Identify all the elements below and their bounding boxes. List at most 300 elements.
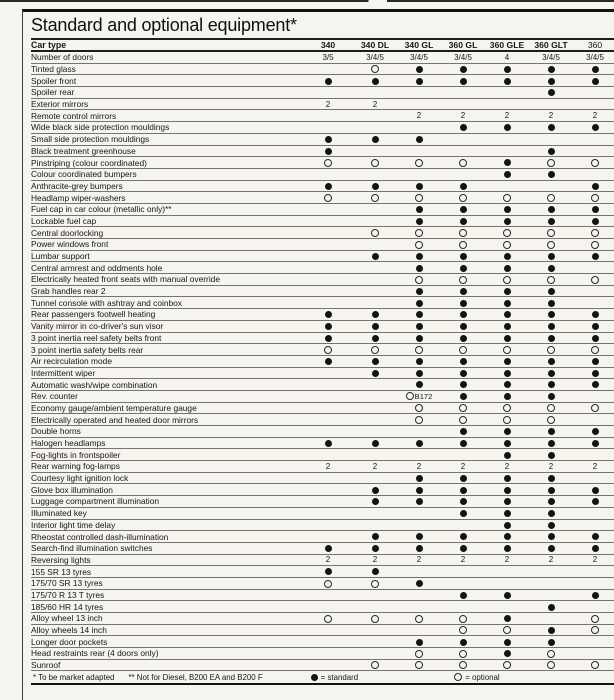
mark-cell: [353, 135, 397, 144]
standard-dot-icon: [592, 323, 599, 330]
equipment-label: Anthracite-grey bumpers: [31, 180, 123, 191]
standard-dot-icon: [504, 171, 511, 178]
footnote-market-adapted: * To be market adapted: [33, 672, 115, 682]
optional-circle-icon: [547, 404, 555, 412]
equipment-row: [31, 636, 614, 648]
equipment-row: [31, 438, 614, 450]
mark-cell: [573, 661, 614, 670]
standard-dot-icon: [504, 206, 511, 213]
optional-circle-icon: [503, 194, 511, 202]
mark-cell: [573, 123, 614, 132]
optional-circle-icon: [503, 241, 511, 249]
mark-cell: [573, 76, 614, 85]
mark-cell: [529, 146, 573, 155]
standard-dot-icon: [548, 545, 555, 552]
equipment-row: [31, 192, 614, 204]
equipment-row: [31, 52, 614, 64]
standard-dot-icon: [325, 545, 332, 552]
mark-cell: [529, 649, 573, 658]
table-header-row: [31, 38, 614, 52]
standard-dot-icon: [416, 580, 423, 587]
mark-cell: [397, 544, 441, 553]
footnote-not-for-diesel: ** Not for Diesel, B200 EA and B200 F: [128, 672, 263, 682]
standard-dot-icon: [548, 510, 555, 517]
equipment-label: Electrically heated front seats with manual override: [31, 274, 220, 285]
standard-dot-icon: [548, 358, 555, 365]
standard-dot-icon: [460, 545, 467, 552]
mark-cell: [441, 298, 485, 307]
optional-circle-icon: [406, 392, 414, 400]
equipment-label: Sunroof: [31, 660, 61, 671]
equipment-label: Interior light time delay: [31, 519, 116, 530]
mark-cell: 3/4/5: [366, 52, 384, 62]
mark-cell: [485, 450, 529, 459]
mark-cell: [573, 228, 614, 237]
legend-optional: [454, 673, 499, 682]
optional-circle-icon: [459, 404, 467, 412]
equipment-row: [31, 496, 614, 508]
equipment-label: Exterior mirrors: [31, 99, 89, 110]
standard-dot-icon: [416, 66, 423, 73]
mark-cell: [397, 614, 441, 623]
equipment-row: [31, 601, 614, 613]
mark-cell: [529, 661, 573, 670]
equipment-label: Intermittent wiper: [31, 367, 96, 378]
mark-cell: 2: [548, 111, 554, 121]
mark-cell: [397, 322, 441, 331]
mark-cell: [397, 357, 441, 366]
equipment-row: [31, 449, 614, 461]
equipment-row: [31, 484, 614, 496]
standard-dot-icon: [504, 124, 511, 131]
standard-dot-icon: [548, 66, 555, 73]
mark-cell: [441, 544, 485, 553]
mark-cell: [441, 65, 485, 74]
mark-cell: [303, 439, 353, 448]
standard-dot-icon: [416, 288, 423, 295]
equipment-row: [31, 99, 614, 111]
optional-circle-icon: [459, 661, 467, 669]
optional-circle-icon: [459, 241, 467, 249]
standard-dot-icon: [460, 381, 467, 388]
optional-circle-icon: [371, 615, 379, 623]
optional-circle-icon: [591, 404, 599, 412]
mark-cell: [573, 240, 614, 249]
mark-cell: [303, 357, 353, 366]
mark-cell: [485, 170, 529, 179]
equipment-label: Wide black side protection mouldings: [31, 122, 170, 133]
standard-dot-icon: [504, 428, 511, 435]
mark-cell: [303, 322, 353, 331]
equipment-row: [31, 309, 614, 321]
mark-cell: 2: [416, 461, 422, 471]
equipment-label: Small side protection mouldings: [31, 134, 150, 145]
optional-circle-icon: [459, 615, 467, 623]
mark-cell: [441, 252, 485, 261]
mark-cell: [529, 240, 573, 249]
mark-cell: [485, 345, 529, 354]
mark-cell: [573, 497, 614, 506]
optional-circle-icon: [547, 416, 555, 424]
mark-cell: [485, 439, 529, 448]
standard-dot-icon: [504, 650, 511, 657]
equipment-label: Tunnel console with ashtray and coinbox: [31, 297, 182, 308]
optional-circle-icon: [547, 276, 555, 284]
standard-dot-icon: [460, 475, 467, 482]
legend-optional-label: = optional: [465, 672, 500, 682]
mark-cell: [529, 252, 573, 261]
mark-cell: [485, 158, 529, 167]
mark-cell: [397, 205, 441, 214]
optional-circle-icon: [547, 650, 555, 658]
optional-circle-icon: [459, 626, 467, 634]
mark-cell: [485, 544, 529, 553]
equipment-row: [31, 660, 614, 672]
mark-cell: [441, 275, 485, 284]
standard-dot-icon: [325, 323, 332, 330]
mark-cell: [485, 590, 529, 599]
equipment-table: [22, 9, 614, 700]
mark-cell: [485, 76, 529, 85]
standard-dot-icon: [372, 78, 379, 85]
mark-cell: [485, 193, 529, 202]
equipment-row: [31, 473, 614, 485]
mark-cell: [485, 392, 529, 401]
standard-dot-icon: [592, 498, 599, 505]
standard-dot-icon: [548, 440, 555, 447]
mark-cell: [353, 439, 397, 448]
standard-dot-icon: [416, 498, 423, 505]
mark-cell: [529, 76, 573, 85]
mark-cell: [529, 170, 573, 179]
mark-cell: [573, 590, 614, 599]
standard-dot-icon: [372, 568, 379, 575]
equipment-row: [31, 613, 614, 625]
standard-dot-icon: [460, 300, 467, 307]
mark-cell: [529, 485, 573, 494]
optional-circle-icon: [415, 404, 423, 412]
mark-cell: [485, 403, 529, 412]
standard-dot-icon: [504, 545, 511, 552]
mark-cell: [441, 357, 485, 366]
mark-cell: 3/4/5: [454, 52, 472, 62]
mark-cell: [441, 427, 485, 436]
mark-cell: [485, 275, 529, 284]
standard-dot-icon: [592, 78, 599, 85]
equipment-row: [31, 508, 614, 520]
equipment-label: Electrically operated and heated door mirrors: [31, 414, 199, 425]
mark-cell: [353, 567, 397, 576]
mark-cell: [441, 637, 485, 646]
standard-dot-icon: [548, 452, 555, 459]
standard-dot-icon: [460, 510, 467, 517]
standard-dot-icon: [592, 335, 599, 342]
standard-dot-icon: [504, 393, 511, 400]
optional-circle-icon: [591, 229, 599, 237]
mark-cell: [353, 532, 397, 541]
equipment-row: [31, 555, 614, 567]
mark-cell: [397, 298, 441, 307]
column-header-360: 360: [587, 39, 603, 50]
standard-dot-icon: [592, 440, 599, 447]
mark-cell: [529, 205, 573, 214]
mark-cell: [485, 333, 529, 342]
mark-cell: [441, 287, 485, 296]
optional-circle-icon: [415, 229, 423, 237]
standard-dot-icon: [548, 335, 555, 342]
optional-circle-icon: [547, 194, 555, 202]
mark-cell: [441, 392, 485, 401]
standard-dot-icon: [548, 522, 555, 529]
mark-cell: [441, 228, 485, 237]
standard-dot-icon: [460, 78, 467, 85]
equipment-label: Rear warning fog-lamps: [31, 461, 120, 472]
scan-edge-line: [0, 0, 614, 2]
standard-dot-icon: [460, 592, 467, 599]
optional-circle-icon: [459, 276, 467, 284]
mark-cell: [441, 240, 485, 249]
mark-cell: 3/5: [322, 52, 334, 62]
mark-cell: [441, 474, 485, 483]
standard-dot-icon: [460, 323, 467, 330]
standard-dot-icon: [504, 475, 511, 482]
mark-cell: [353, 368, 397, 377]
mark-cell: [441, 415, 485, 424]
mark-cell: [529, 626, 573, 635]
mark-cell: [397, 275, 441, 284]
equipment-row: [31, 227, 614, 239]
standard-dot-icon: [460, 428, 467, 435]
mark-cell: 2: [325, 555, 331, 565]
standard-dot-icon: [504, 66, 511, 73]
equipment-row: [31, 157, 614, 169]
mark-cell: [485, 205, 529, 214]
standard-dot-icon: [592, 218, 599, 225]
mark-cell: 2: [548, 555, 554, 565]
standard-dot-icon: [460, 335, 467, 342]
equipment-label: Remote control mirrors: [31, 110, 117, 121]
standard-dot-icon: [416, 639, 423, 646]
standard-dot-icon: [592, 370, 599, 377]
standard-dot-icon: [592, 358, 599, 365]
mark-cell: [529, 216, 573, 225]
optional-circle-icon: [591, 346, 599, 354]
mark-cell: [397, 497, 441, 506]
mark-cell: [485, 497, 529, 506]
standard-dot-icon: [416, 265, 423, 272]
equipment-label: 175/70 R 13 T tyres: [31, 589, 105, 600]
mark-cell: [441, 661, 485, 670]
mark-cell: [485, 485, 529, 494]
mark-annotation: B172: [414, 391, 433, 401]
mark-cell: [353, 228, 397, 237]
mark-cell: [441, 158, 485, 167]
standard-dot-icon: [548, 124, 555, 131]
mark-cell: [397, 216, 441, 225]
mark-cell: [573, 532, 614, 541]
mark-cell: [485, 298, 529, 307]
mark-cell: [397, 439, 441, 448]
standard-dot-icon: [592, 592, 599, 599]
standard-dot-icon: [548, 300, 555, 307]
equipment-row: [31, 590, 614, 602]
standard-dot-icon: [504, 370, 511, 377]
mark-cell: 2: [372, 99, 378, 109]
standard-dot-icon: [504, 358, 511, 365]
optional-circle-icon: [459, 194, 467, 202]
standard-dot-icon: [548, 323, 555, 330]
standard-dot-icon: [548, 265, 555, 272]
mark-cell: [303, 567, 353, 576]
mark-cell: [485, 322, 529, 331]
standard-dot-icon: [592, 253, 599, 260]
standard-dot-icon: [372, 370, 379, 377]
mark-cell: [397, 380, 441, 389]
mark-cell: [573, 427, 614, 436]
equipment-row: [31, 344, 614, 356]
mark-cell: [573, 322, 614, 331]
optional-circle-icon: [324, 580, 332, 588]
mark-cell: 2: [504, 555, 510, 565]
mark-cell: [573, 403, 614, 412]
mark-cell: [353, 497, 397, 506]
standard-dot-icon: [311, 674, 318, 681]
mark-cell: [303, 544, 353, 553]
standard-dot-icon: [372, 136, 379, 143]
mark-cell: [573, 158, 614, 167]
mark-cell: [353, 661, 397, 670]
mark-cell: [303, 193, 353, 202]
equipment-label: Fuel cap in car colour (metallic only)**: [31, 204, 172, 215]
column-header-340gl: 340 GL: [404, 39, 434, 50]
equipment-rows: [31, 52, 614, 671]
optional-circle-icon: [324, 615, 332, 623]
legend-standard: [311, 673, 359, 682]
equipment-row: [31, 286, 614, 298]
equipment-row: [31, 391, 614, 403]
mark-cell: [441, 322, 485, 331]
standard-dot-icon: [548, 311, 555, 318]
optional-circle-icon: [591, 615, 599, 623]
mark-cell: [397, 310, 441, 319]
standard-dot-icon: [504, 533, 511, 540]
standard-dot-icon: [592, 487, 599, 494]
equipment-label: Tinted glass: [31, 64, 76, 75]
standard-dot-icon: [504, 498, 511, 505]
standard-dot-icon: [592, 183, 599, 190]
standard-dot-icon: [372, 487, 379, 494]
mark-cell: [573, 485, 614, 494]
optional-circle-icon: [503, 661, 511, 669]
mark-cell: [485, 357, 529, 366]
standard-dot-icon: [416, 253, 423, 260]
standard-dot-icon: [460, 218, 467, 225]
mark-cell: [485, 240, 529, 249]
standard-dot-icon: [460, 66, 467, 73]
equipment-label: Headlamp wiper-washers: [31, 192, 126, 203]
equipment-label: Lumbar support: [31, 251, 90, 262]
standard-dot-icon: [416, 487, 423, 494]
mark-cell: [485, 626, 529, 635]
mark-cell: [303, 146, 353, 155]
equipment-label: Power windows front: [31, 239, 109, 250]
mark-cell: [441, 485, 485, 494]
mark-cell: [573, 380, 614, 389]
equipment-row: [31, 368, 614, 380]
mark-cell: [529, 509, 573, 518]
equipment-label: Economy gauge/ambient temperature gauge: [31, 402, 197, 413]
mark-cell: 2: [416, 111, 422, 121]
equipment-row: [31, 403, 614, 415]
mark-cell: [397, 392, 441, 401]
standard-dot-icon: [416, 323, 423, 330]
standard-dot-icon: [416, 533, 423, 540]
column-header-360gl: 360 GL: [448, 39, 478, 50]
mark-cell: [397, 485, 441, 494]
equipment-row: [31, 110, 614, 122]
mark-cell: 2: [460, 461, 466, 471]
optional-circle-icon: [459, 346, 467, 354]
mark-cell: [529, 275, 573, 284]
mark-cell: [529, 439, 573, 448]
mark-cell: 3/4/5: [586, 52, 604, 62]
standard-dot-icon: [504, 78, 511, 85]
equipment-label: Pinstriping (colour coordinated): [31, 157, 147, 168]
mark-cell: 2: [325, 99, 331, 109]
mark-cell: [441, 181, 485, 190]
mark-cell: [529, 333, 573, 342]
mark-cell: [441, 123, 485, 132]
mark-cell: [353, 322, 397, 331]
optional-circle-icon: [371, 194, 379, 202]
mark-cell: 2: [592, 555, 598, 565]
equipment-label: Air recirculation mode: [31, 356, 112, 367]
standard-dot-icon: [416, 78, 423, 85]
optional-circle-icon: [547, 159, 555, 167]
mark-cell: [397, 532, 441, 541]
mark-cell: [529, 193, 573, 202]
mark-cell: [441, 380, 485, 389]
equipment-label: Spoiler rear: [31, 87, 75, 98]
mark-cell: [397, 474, 441, 483]
standard-dot-icon: [325, 136, 332, 143]
optional-circle-icon: [415, 650, 423, 658]
standard-dot-icon: [548, 639, 555, 646]
mark-cell: [397, 287, 441, 296]
mark-cell: [573, 368, 614, 377]
equipment-row: [31, 134, 614, 146]
standard-dot-icon: [325, 358, 332, 365]
mark-cell: [485, 65, 529, 74]
mark-cell: [529, 65, 573, 74]
equipment-row: [31, 204, 614, 216]
mark-cell: [353, 76, 397, 85]
column-header-360glt: 360 GLT: [534, 39, 568, 50]
mark-cell: [573, 345, 614, 354]
optional-circle-icon: [415, 159, 423, 167]
optional-circle-icon: [371, 229, 379, 237]
mark-cell: [353, 333, 397, 342]
mark-cell: [485, 287, 529, 296]
mark-cell: [353, 181, 397, 190]
standard-dot-icon: [460, 206, 467, 213]
mark-cell: [397, 263, 441, 272]
standard-dot-icon: [548, 627, 555, 634]
optional-circle-icon: [415, 276, 423, 284]
mark-cell: [441, 263, 485, 272]
mark-cell: [397, 228, 441, 237]
mark-cell: [397, 158, 441, 167]
